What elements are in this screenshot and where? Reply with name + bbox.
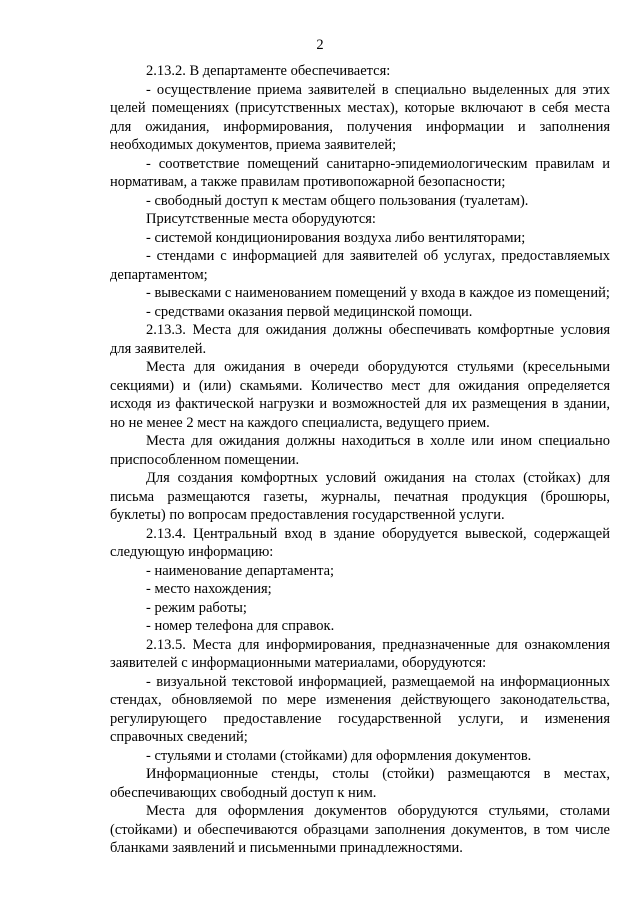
- paragraph-2-13-4: 2.13.4. Центральный вход в здание оборудуется вывеской, содержащей следующую информацию:: [110, 525, 610, 560]
- list-item-visual-info: - визуальной текстовой информацией, размещаемой на информационных стендах, обновляемой по мере изменения действующего законодательства, регулирующего предоставление государственной услуги, и изменения справочных сведений;: [110, 673, 610, 745]
- paragraph-document-places: Места для оформления документов оборудуются стульями, столами (стойками) и обеспечиваются образцами заполнения документов, в том числе бланками заявлений и письменными принадлежностями.: [110, 803, 610, 856]
- list-item-reception: - осуществление приема заявителей в специально выделенных для этих целей помещениях (присутственных местах), которые включают в себя места для ожидания, информирования, получения информации и заполнения необходимых документов, приема заявителей;: [110, 81, 610, 153]
- list-item-location: - место нахождения;: [146, 581, 272, 597]
- list-item-hours: - режим работы;: [146, 599, 247, 616]
- paragraph-info-stands: Информационные стенды, столы (стойки) размещаются в местах, обеспечивающих свободный доступ к ним.: [110, 766, 610, 801]
- list-item-first-aid: - средствами оказания первой медицинской помощи.: [146, 303, 473, 320]
- list-item-department-name: - наименование департамента;: [146, 562, 335, 579]
- document-body: [110, 62, 610, 858]
- paragraph-waiting-hall: Места для ожидания должны находиться в холле или ином специально приспособленном помещении.: [110, 433, 610, 468]
- paragraph-waiting-comfort: Для создания комфортных условий ожидания на столах (стойках) для письма размещаются газеты, журналы, печатная продукция (брошюры, буклеты) по вопросам предоставления государственной услуги.: [110, 470, 610, 523]
- paragraph-2-13-3: 2.13.3. Места для ожидания должны обеспечивать комфортные условия для заявителей.: [110, 322, 610, 357]
- paragraph-equipment: Присутственные места оборудуются:: [146, 211, 376, 227]
- paragraph-waiting-seats: Места для ожидания в очереди оборудуются стульями (кресельными секциями) и (или) скамьями. Количество мест для ожидания определяется исходя из фактической нагрузки и возможностей для их размещения в здании, но не менее 2 мест на каждого специалиста, ведущего прием.: [110, 359, 610, 431]
- list-item-signs: - вывесками с наименованием помещений у входа в каждое из помещений;: [146, 285, 610, 301]
- paragraph-2-13-5: 2.13.5. Места для информирования, предназначенные для ознакомления заявителей с информационными материалами, оборудуются:: [110, 636, 610, 671]
- list-item-stands: - стендами с информацией для заявителей об услугах, предоставляемых департаментом;: [110, 248, 610, 283]
- page-number: 2: [316, 37, 324, 53]
- list-item-ventilation: - системой кондиционирования воздуха либо вентиляторами;: [146, 229, 526, 246]
- list-item-phone: - номер телефона для справок.: [146, 618, 335, 634]
- list-item-chairs-tables: - стульями и столами (стойками) для оформления документов.: [146, 747, 532, 764]
- list-item-access: - свободный доступ к местам общего пользования (туалетам).: [146, 192, 529, 209]
- paragraph-2-13-2: 2.13.2. В департаменте обеспечивается:: [146, 63, 391, 79]
- list-item-sanitary: - соответствие помещений санитарно-эпидемиологическим правилам и нормативам, а также правилам противопожарной безопасности;: [110, 155, 610, 190]
